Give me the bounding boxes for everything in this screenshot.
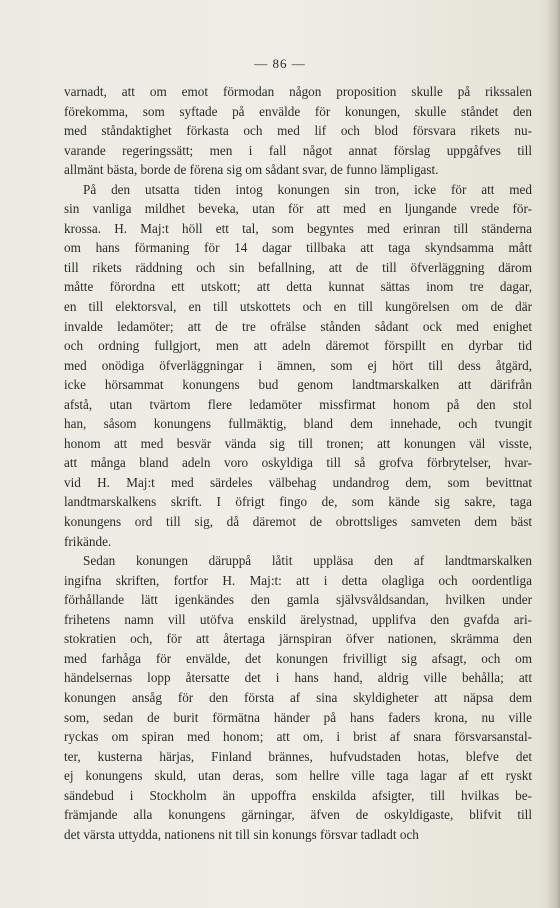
text-line: invalde ledamöter; att de tre ofrälse stånden sådant ock med enighet: [64, 318, 532, 334]
text-line: förhållande lätt igenkändes den gamla självsvåldsandan, hvilken under: [64, 592, 532, 608]
text-line: varnadt, att om emot förmodan någon proposition skulle på rikssalen: [64, 84, 532, 99]
text-line: landtmarskalkens skrift. I öfrigt fingo de, som kände sig sakre, taga: [64, 494, 532, 510]
text-line: han, såsom konungens fullmäktig, bland dem innehade, och tvungit: [64, 416, 532, 432]
text-line: honom att med besvär vända sig till tronen; att konungen väl visste,: [64, 435, 532, 451]
text-line: händelsernas lopp återsatte det i hans hand, aldrig ville behålla; att: [64, 670, 532, 686]
paragraph: [64, 551, 532, 844]
text-line: sändebud i Stockholm än uppoffra enskilda afsigter, till hvilkas be-: [64, 787, 532, 803]
text-line: med onödiga öfverläggningar i ämnen, som ej hört till dess åtgärd,: [64, 357, 532, 373]
text-line: till rikets räddning och sin befallning, att de till öfverläggning därom: [64, 259, 532, 275]
paragraph: [64, 180, 532, 551]
text-line: måtte förordna ett utskott; att detta kunnat sättas inom tre dagar,: [64, 279, 532, 295]
text-line: konungen ansåg för den första af sina skyldigheter att näpsa dem: [64, 689, 532, 705]
text-line: stokratien och, för att återtaga järnspiran öfver nationen, skrämma den: [64, 631, 532, 647]
text-line: afstå, utan tvärtom flere ledamöter missfirmat honom på den stol: [64, 396, 532, 412]
text-line: sin vanliga mildhet beveka, utan för att med en ljungande vrede för-: [64, 201, 532, 217]
text-line: ej konungens skuld, utan deras, som hellre ville taga lagar af ett ryskt: [64, 768, 532, 784]
text-line: Sedan konungen däruppå låtit uppläsa den af landtmarskalken: [83, 553, 532, 569]
paragraph: [64, 82, 532, 180]
text-line: icke hörsammat konungens bud genom landtmarskalken att därifrån: [64, 377, 532, 393]
text-line: det värsta uttydda, nationens nit till sin konungs försvar tadladt och: [64, 826, 419, 842]
text-line: På den utsatta tiden intog konungen sin tron, icke för att med: [83, 181, 532, 197]
page-number: — 86 —: [254, 56, 306, 71]
page-edge-shadow: [546, 0, 560, 908]
text-line: krossa. H. Maj:t höll ett tal, som begyntes med erinran till ständerna: [64, 220, 532, 236]
text-line: ter, kusterna härjas, Finland brännes, hufvudstaden hotas, blefve det: [64, 748, 532, 764]
text-line: konungens ord till sig, då däremot de obrottsliges samveten dem bäst: [64, 514, 532, 530]
text-line: frihetens namn vill utöfva enskild ärelystnad, upplifva den gvafda ari-: [64, 611, 532, 627]
text-line: om hans förmaning för 14 dagar tillbaka att taga skyndsamma mått: [64, 240, 532, 256]
text-line: med farhåga för envälde, det konungen frivilligt sig afsagt, och om: [64, 650, 532, 666]
text-line: främjande alla konungens gärningar, äfven de oskyldigaste, blifvit till: [64, 807, 532, 823]
text-line: med ståndaktighet förkasta och med lif och blod försvara rikets nu-: [64, 123, 532, 139]
body-text: [64, 82, 532, 844]
text-line: ryckas om spiran med honom; att om, i brist af snara försvarsanstal-: [64, 729, 532, 745]
text-line: vid H. Maj:t med särdeles välbehag undandrog dem, som bevittnat: [64, 474, 532, 490]
text-line: förekomma, som syftade på envälde för konungen, skulle ståndet den: [64, 103, 532, 119]
text-line: att många bland adeln voro oskyldiga till så grofva förbrytelser, hvar-: [64, 455, 532, 471]
text-line: allmänt bästa, borde de förena sig om sådant svar, de funno lämpligast.: [64, 162, 439, 178]
text-line: varande regeringssätt; men i fall något annat förslag uppgåfves till: [64, 142, 532, 158]
text-line: en till elektorsval, en till utskottets och en till kungörelsen om de där: [64, 299, 532, 315]
text-line: frikände.: [64, 533, 112, 549]
text-line: och ordning fullgjort, men att adeln däremot förspillt en dyrbar tid: [64, 338, 532, 354]
text-line: som, sedan de burit förmätna händer på hans faders krona, nu ville: [64, 709, 532, 725]
text-line: ingifna skriften, fortfor H. Maj:t: att i detta olagliga och oordentliga: [64, 572, 532, 588]
